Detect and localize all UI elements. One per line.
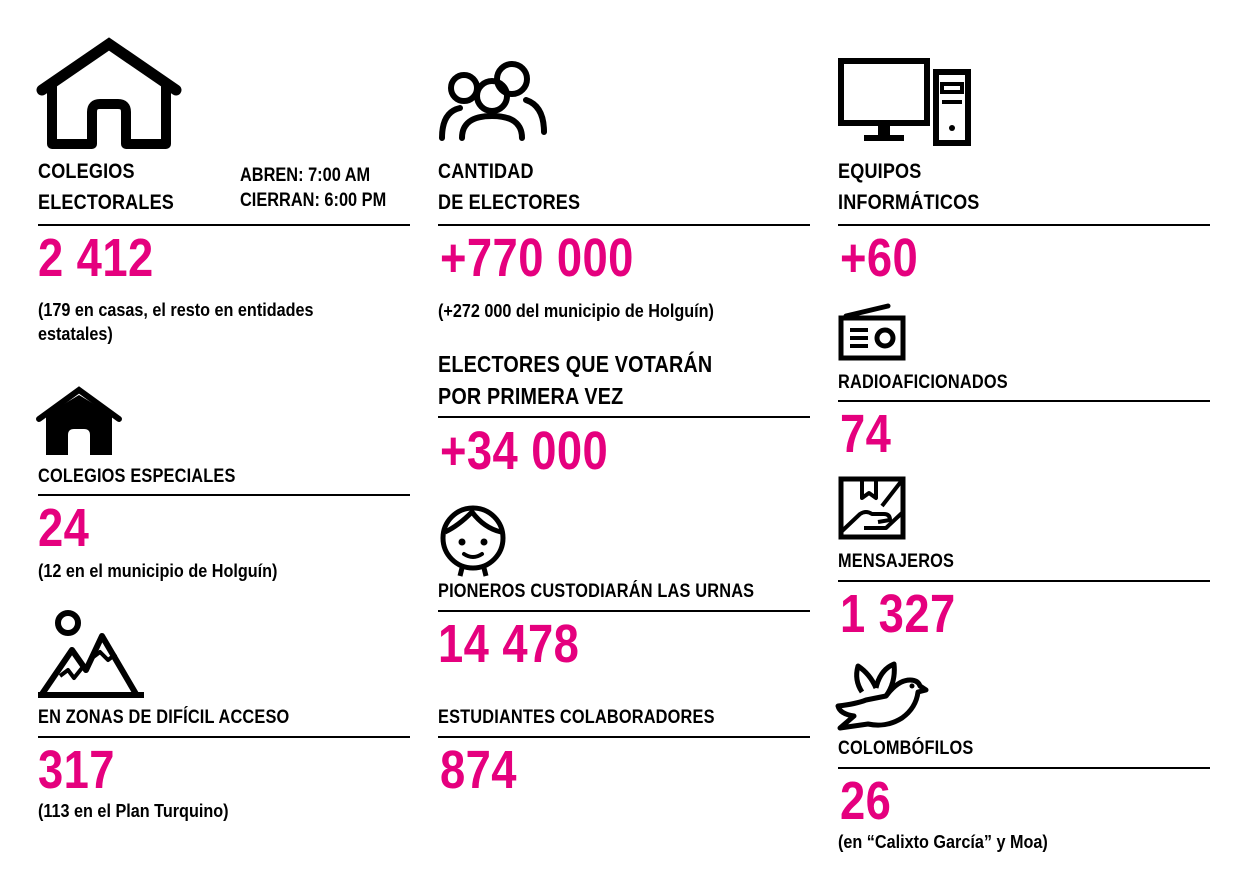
zonas-dificil-acceso-value: 317 xyxy=(38,740,115,800)
cantidad-electores-value: +770 000 xyxy=(440,228,634,288)
people-group-icon xyxy=(438,60,548,142)
colegios-electorales-value: 2 412 xyxy=(38,228,154,288)
house-filled-icon xyxy=(36,387,122,457)
closing-hours: CIERRAN: 6:00 PM xyxy=(240,190,387,211)
radioaficionados-value: 74 xyxy=(840,404,892,464)
primera-vez-label-2: POR PRIMERA VEZ xyxy=(438,383,624,409)
divider xyxy=(438,416,810,418)
divider xyxy=(838,767,1210,769)
colegios-electorales-note: (179 en casas, el resto en entidades estatales) xyxy=(38,300,314,344)
colombofilos-note: (en “Calixto García” y Moa) xyxy=(838,832,1048,852)
child-face-icon xyxy=(438,498,508,578)
colegios-electorales-label-2: ELECTORALES xyxy=(38,191,175,214)
desktop-computer-icon xyxy=(838,56,972,146)
colombofilos-label: COLOMBÓFILOS xyxy=(838,738,974,759)
pioneros-value: 14 478 xyxy=(438,614,580,674)
mountains-sun-icon xyxy=(38,608,146,700)
divider xyxy=(438,736,810,738)
zonas-dificil-acceso-label: EN ZONAS DE DIFÍCIL ACCESO xyxy=(38,707,290,728)
colegios-especiales-value: 24 xyxy=(38,498,90,558)
divider xyxy=(838,580,1210,582)
divider xyxy=(438,610,810,612)
pioneros-label: PIONEROS CUSTODIARÁN LAS URNAS xyxy=(438,581,755,602)
estudiantes-value: 874 xyxy=(440,740,517,800)
primera-vez-value: +34 000 xyxy=(440,421,609,481)
primera-vez-label-1: ELECTORES QUE VOTARÁN xyxy=(438,351,713,377)
cantidad-electores-label-2: DE ELECTORES xyxy=(438,191,581,214)
dove-icon xyxy=(836,660,928,734)
radio-icon xyxy=(838,304,906,362)
cantidad-electores-note: (+272 000 del municipio de Holguín) xyxy=(438,301,714,321)
divider xyxy=(438,224,810,226)
divider xyxy=(38,494,410,496)
divider xyxy=(838,400,1210,402)
mensajeros-value: 1 327 xyxy=(840,584,956,644)
equipos-informaticos-label-1: EQUIPOS xyxy=(838,160,922,183)
cantidad-electores-label-1: CANTIDAD xyxy=(438,160,534,183)
divider xyxy=(38,736,410,738)
divider xyxy=(38,224,410,226)
house-outline-icon xyxy=(36,38,182,150)
package-delivery-icon xyxy=(838,476,908,542)
equipos-informaticos-label-2: INFORMÁTICOS xyxy=(838,191,980,214)
equipos-informaticos-value: +60 xyxy=(840,228,919,288)
mensajeros-label: MENSAJEROS xyxy=(838,551,955,572)
colegios-especiales-label: COLEGIOS ESPECIALES xyxy=(38,466,236,487)
estudiantes-label: ESTUDIANTES COLABORADORES xyxy=(438,707,715,728)
colegios-especiales-note: (12 en el municipio de Holguín) xyxy=(38,561,278,581)
colombofilos-value: 26 xyxy=(840,771,892,831)
zonas-dificil-acceso-note: (113 en el Plan Turquino) xyxy=(38,801,229,821)
opening-hours: ABREN: 7:00 AM xyxy=(240,165,371,186)
radioaficionados-label: RADIOAFICIONADOS xyxy=(838,372,1008,393)
divider xyxy=(838,224,1210,226)
colegios-electorales-label-1: COLEGIOS xyxy=(38,160,135,183)
